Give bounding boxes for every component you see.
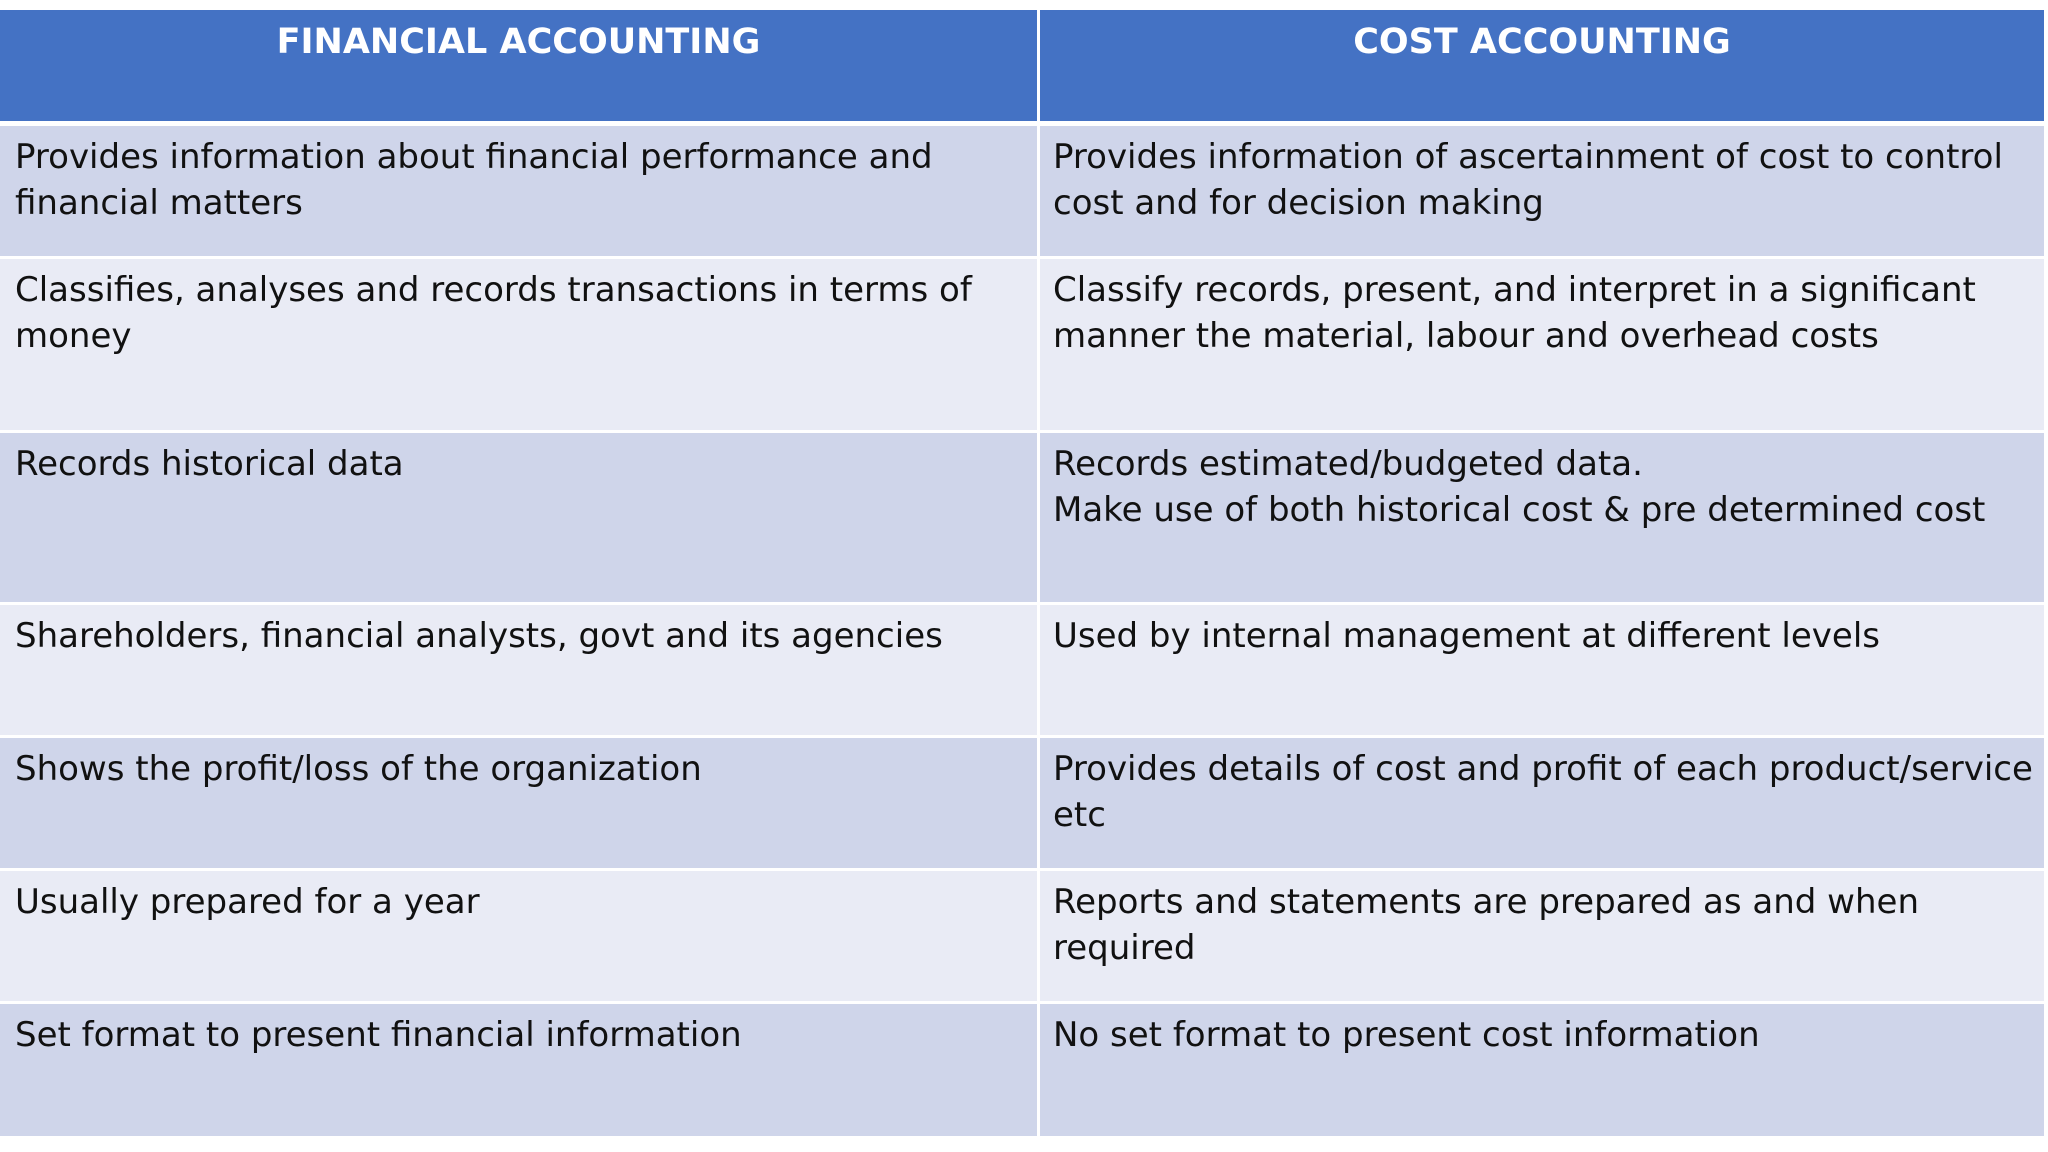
cost-cell: Used by internal management at different levels: [1040, 605, 2044, 738]
financial-cell: Usually prepared for a year: [0, 871, 1040, 1004]
table-row: [0, 126, 2044, 259]
financial-cell: Records historical data: [0, 433, 1040, 605]
cost-cell: Reports and statements are prepared as and when required: [1040, 871, 2044, 1004]
financial-cell: Set format to present financial information: [0, 1004, 1040, 1139]
cost-cell: Records estimated/budgeted data. Make use of both historical cost & pre determined cost: [1040, 433, 2044, 605]
cost-cell: Provides details of cost and profit of each product/service etc: [1040, 738, 2044, 871]
cost-cell: No set format to present cost information: [1040, 1004, 2044, 1139]
cost-cell: Provides information of ascertainment of cost to control cost and for decision making: [1040, 126, 2044, 259]
table-row: [0, 605, 2044, 738]
table-row: [0, 433, 2044, 605]
table-row: [0, 738, 2044, 871]
comparison-table: [0, 10, 2044, 1139]
header-cost-accounting: COST ACCOUNTING: [1040, 10, 2044, 126]
table-row: [0, 259, 2044, 433]
financial-cell: Shareholders, financial analysts, govt and its agencies: [0, 605, 1040, 738]
header-financial-accounting: FINANCIAL ACCOUNTING: [0, 10, 1040, 126]
table-row: [0, 871, 2044, 1004]
header-row: [0, 10, 2044, 126]
financial-cell: Shows the profit/loss of the organization: [0, 738, 1040, 871]
cost-cell: Classify records, present, and interpret in a significant manner the material, labour and overhead costs: [1040, 259, 2044, 433]
financial-cell: Classifies, analyses and records transactions in terms of money: [0, 259, 1040, 433]
table-row: [0, 1004, 2044, 1139]
financial-cell: Provides information about financial performance and financial matters: [0, 126, 1040, 259]
